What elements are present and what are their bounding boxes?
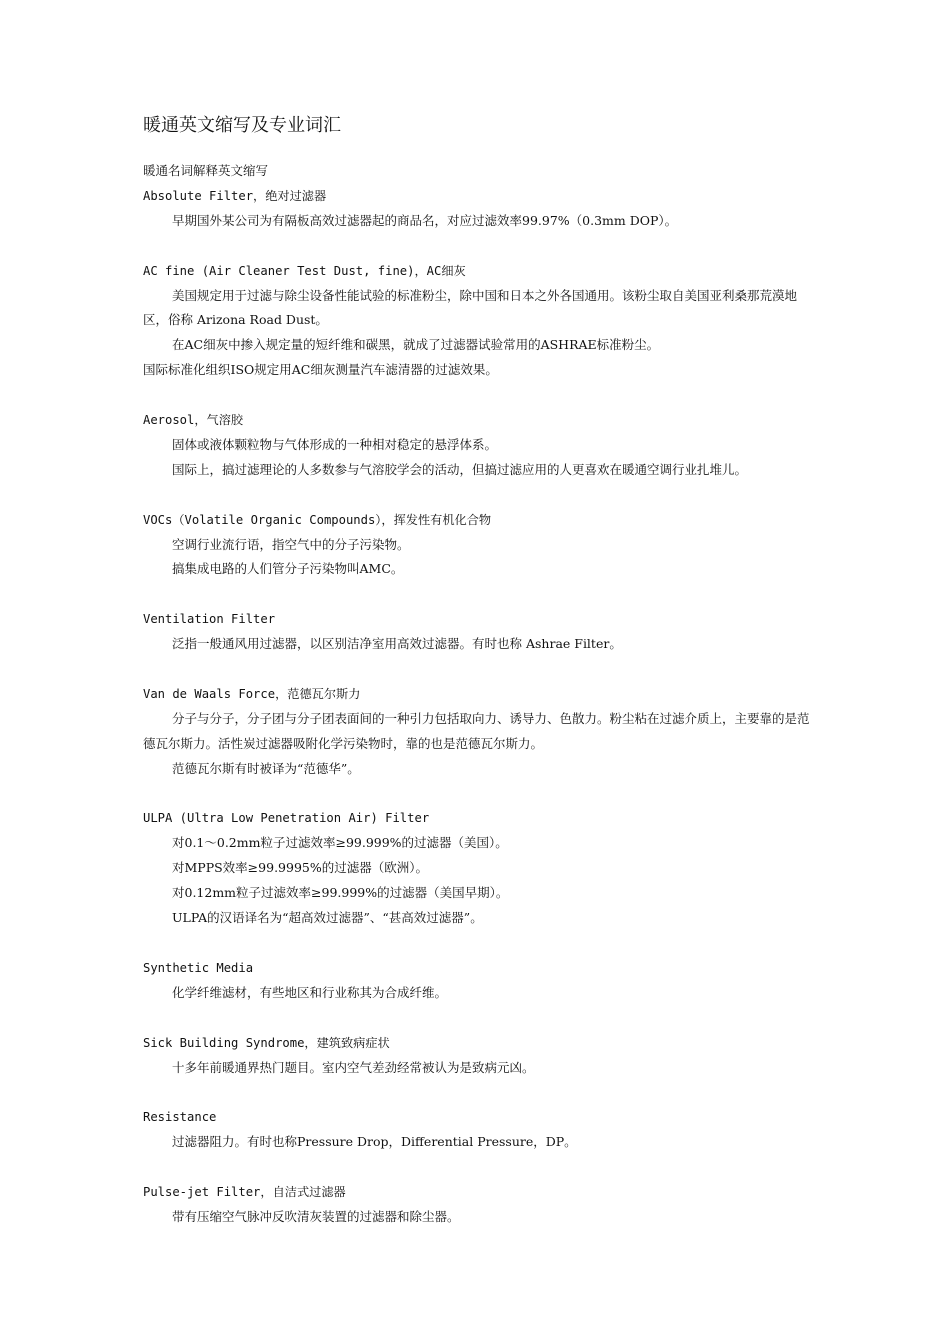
glossary-entry — [143, 1180, 813, 1230]
glossary-definition: 对0.12mm粒子过滤效率≥99.999%的过滤器（美国早期）。 — [172, 885, 509, 901]
glossary-definition: 化学纤维滤材，有些地区和行业称其为合成纤维。 — [172, 984, 448, 1000]
glossary-definition: 对MPPS效率≥99.9995%的过滤器（欧洲）。 — [172, 860, 428, 876]
glossary-entry — [143, 956, 813, 1006]
document-page — [143, 112, 813, 1255]
glossary-definition: 固体或液体颗粒物与气体形成的一种相对稳定的悬浮体系。 — [172, 436, 498, 452]
glossary-entry — [143, 1105, 813, 1155]
glossary-definition: 国际上，搞过滤理论的人多数参与气溶胶学会的活动，但搞过滤应用的人更喜欢在暖通空调行业扎堆儿。 — [172, 461, 748, 477]
glossary-term: Absolute Filter，绝对过滤器 — [143, 188, 327, 203]
glossary-term: Resistance — [143, 1110, 217, 1125]
glossary-definition: 分子与分子，分子团与分子团表面间的一种引力包括取向力、诱导力、色散力。粉尘粘在过滤介质上，主要靠的是范德瓦尔斯力。活性炭过滤器吸附化学污染物时，靠的也是范德瓦尔斯力。 — [143, 710, 810, 751]
glossary-term: VOCs（Volatile Organic Compounds），挥发性有机化合物 — [143, 512, 492, 527]
glossary-entry — [143, 259, 813, 384]
glossary-term: AC fine (Air Cleaner Test Dust, fine)，AC细灰 — [143, 263, 466, 278]
glossary-definition: 对0.1～0.2mm粒子过滤效率≥99.999%的过滤器（美国）。 — [172, 835, 508, 851]
glossary-definition: 早期国外某公司为有隔板高效过滤器起的商品名，对应过滤效率99.97%（0.3mm DOP）。 — [172, 212, 678, 228]
glossary-entry — [143, 1031, 813, 1081]
glossary-definition: 国际标准化组织ISO规定用AC细灰测量汽车滤清器的过滤效果。 — [143, 362, 498, 378]
glossary-definition: 十多年前暖通界热门题目。室内空气差劲经常被认为是致病元凶。 — [172, 1059, 535, 1075]
glossary-definition: 搞集成电路的人们管分子污染物叫AMC。 — [172, 561, 404, 577]
glossary-term: ULPA (Ultra Low Penetration Air) Filter — [143, 811, 430, 826]
glossary-entry — [143, 408, 813, 483]
glossary-entry — [143, 607, 813, 657]
glossary-entry — [143, 806, 813, 931]
glossary-entry — [143, 508, 813, 583]
glossary-definition: 过滤器阻力。有时也称Pressure Drop，Differential Pressure，DP。 — [172, 1134, 577, 1150]
glossary-definition: 美国规定用于过滤与除尘设备性能试验的标准粉尘，除中国和日本之外各国通用。该粉尘取自美国亚利桑那荒漠地区，俗称 Arizona Road Dust。 — [143, 287, 798, 328]
glossary-term: Ventilation Filter — [143, 612, 276, 627]
document-subtitle: 暖通名词解释英文缩写 — [143, 163, 269, 178]
glossary-term: Aerosol，气溶胶 — [143, 413, 244, 428]
glossary-term: Pulse-jet Filter，自洁式过滤器 — [143, 1185, 346, 1199]
glossary-definition: 在AC细灰中掺入规定量的短纤维和碳黑，就成了过滤器试验常用的ASHRAE标准粉尘。 — [172, 337, 660, 353]
glossary-definition: 范德瓦尔斯有时被译为“范德华”。 — [172, 760, 360, 776]
glossary-entry — [143, 184, 813, 234]
glossary-definition: ULPA的汉语译名为“超高效过滤器”、“甚高效过滤器”。 — [172, 910, 483, 926]
glossary-term: Van de Waals Force，范德瓦尔斯力 — [143, 686, 361, 701]
glossary-definition: 空调行业流行语，指空气中的分子污染物。 — [172, 536, 410, 552]
glossary-definition: 带有压缩空气脉冲反吹清灰装置的过滤器和除尘器。 — [172, 1208, 460, 1224]
glossary-term: Sick Building Syndrome，建筑致病症状 — [143, 1035, 390, 1050]
glossary-definition: 泛指一般通风用过滤器，以区别洁净室用高效过滤器。有时也称 Ashrae Filter。 — [172, 636, 622, 652]
glossary-entry — [143, 682, 813, 782]
glossary-term: Synthetic Media — [143, 960, 254, 975]
document-title: 暖通英文缩写及专业词汇 — [143, 115, 341, 136]
glossary-entries — [143, 184, 813, 1230]
